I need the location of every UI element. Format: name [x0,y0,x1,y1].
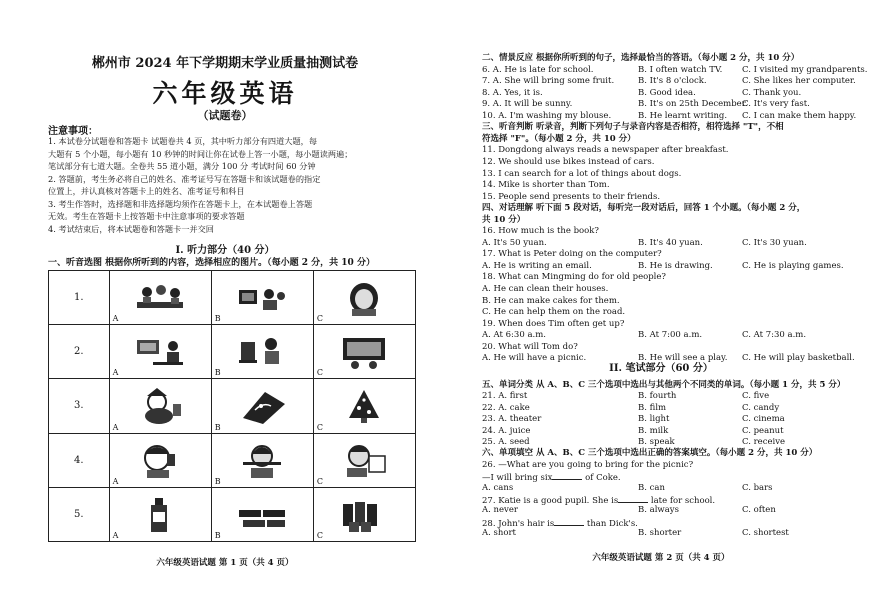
question-number: 3. [49,379,110,433]
option-c[interactable]: C. Thank you. [742,87,802,98]
christmas-tree-icon [337,388,391,424]
line-text: 符选择 "F"。（每小题 2 分，共 10 分） [482,133,636,144]
note-line: 笔试部分有七道大题。全卷共 55 道小题，满分 100 分 考试时间 60 分钟 [48,161,316,171]
question-options [482,528,789,539]
written-section-title: II. 笔试部分（60 分） [609,363,713,374]
question-text [482,284,608,295]
listening-section-title: I. 听力部分（40 分） [175,245,275,256]
bottle-icon [133,496,187,532]
option-a[interactable]: A. At 6:30 a.m. [482,330,546,341]
family-dinner-icon [133,280,187,316]
option-c[interactable]: C. candy [742,402,780,413]
question-text [482,319,624,330]
option-a[interactable]: A. cans [482,482,514,493]
section-instruction [482,134,636,145]
question-options [482,391,770,402]
option-b[interactable]: B. I often watch TV. [638,64,723,75]
option-c[interactable]: C. often [742,505,776,516]
part1-text: 一、听音选图 根据你所听到的内容，选择相应的图片。（每小题 2 分，共 10 分） [48,258,375,268]
question-text [482,169,681,180]
line-text: A. He can clean their houses. [482,284,609,294]
picture-option[interactable] [313,487,415,541]
line-text: 18. What can Mingming do for old people? [482,272,666,283]
desk-person-icon [133,334,187,370]
option-a[interactable]: 25. A. seed [482,437,530,447]
line-text: 27. Katie is a good pupil. She is [482,496,619,506]
option-a[interactable]: A. never [482,505,518,516]
option-letter: B [214,531,221,540]
question-options [482,99,810,110]
picture-row [49,433,416,487]
option-c[interactable]: C. peanut [742,425,784,436]
question-options [482,76,856,87]
option-letter: C [316,422,323,432]
question-options [482,482,773,494]
option-a[interactable]: A. short [482,528,516,539]
option-a[interactable]: 8. A. Yes, it is. [482,87,543,98]
option-letter: B [214,314,221,324]
line-text: 20. What will Tom do? [482,341,578,352]
chair-girl-icon [235,334,289,370]
question-text [482,342,578,353]
picture-option[interactable] [109,433,211,487]
option-b[interactable]: B. He learnt writing. [638,110,728,121]
option-letter: A [112,314,119,324]
picture-option[interactable] [211,433,313,487]
picture-option[interactable] [313,325,415,379]
line-text: C. He can help them on the road. [482,307,626,318]
picture-option[interactable] [211,271,313,325]
option-b[interactable]: B. He is drawing. [638,260,713,271]
page2-footer: 六年级英语试题 第 2 页（共 4 页） [592,553,730,563]
note-line: 位置上，并认真核对答题卡上的姓名、准考证号和科目 [48,186,245,196]
option-c[interactable]: C. receive [742,437,786,447]
question-options [482,64,868,76]
line-text-end: of Coke. [582,473,621,484]
option-c[interactable]: C. It's very fast. [742,99,810,110]
answer-blank[interactable] [552,471,582,480]
option-b[interactable]: B. It's 8 o'clock. [638,76,707,87]
line-text: —I will bring six [482,473,553,484]
line-text: 14. Mike is shorter than Tom. [482,180,610,191]
picture-row [49,325,416,379]
option-a[interactable]: 23. A. theater [482,414,542,425]
section-instruction [482,448,817,459]
picture-option[interactable] [313,379,415,433]
question-options [482,110,857,122]
line-text: 共 10 分） [482,214,526,225]
picture-row [49,271,416,325]
greeting-card-icon [235,388,289,424]
bars-icon [235,496,289,532]
option-a[interactable]: 9. A. It will be sunny. [482,99,573,110]
screen-workers-icon [337,334,391,370]
option-b[interactable]: B. shorter [638,528,682,539]
girl-drawing-icon [337,442,391,478]
question-options [482,425,784,437]
option-letter: B [214,476,221,486]
option-letter: C [316,368,323,378]
option-a[interactable]: A. It's 50 yuan. [482,237,547,248]
note-line: 大题有 5 个小题，每小题有 10 秒钟的时间让你在试卷上答一小题，每小题读两遍； [48,148,353,159]
picture-option[interactable] [313,433,415,487]
option-a[interactable]: A. He will have a picnic. [482,353,587,364]
answer-blank[interactable] [554,517,584,526]
picture-row [49,379,416,433]
line-text: 二、情景反应 根据你所听到的句子，选择最恰当的答语。（每小题 2 分，共 10 分） [482,53,800,63]
option-b[interactable]: B. can [638,482,665,493]
question-number: 5. [49,487,110,541]
line-text: 28. John's hair is [482,518,555,529]
question-text [482,180,610,191]
option-a[interactable]: 6. A. He is late for school. [482,64,594,75]
option-b[interactable]: B. speak [638,437,675,447]
question-options [482,505,776,516]
option-letter: B [214,368,221,378]
sick-boy-icon [133,442,187,478]
option-c[interactable]: C. shortest [742,528,789,539]
line-text: 12. We should use bikes instead of cars. [482,156,655,167]
note-line: 4. 考试结束后，将本试题卷和答题卡一并交回 [48,223,214,234]
question-number: 2. [49,325,110,379]
part1-instruction [48,255,375,268]
picture-option[interactable] [109,271,211,325]
option-b[interactable]: B. milk [638,425,669,436]
section-instruction [482,53,799,64]
line-text-end: than Dick's. [584,518,638,529]
line-text: 11. Dongdong always reads a newspaper after breakfast. [482,145,729,156]
question-options [482,237,807,249]
note-line: 无效。考生在答题卡上按答题卡中注意事项的要求答题 [48,211,245,221]
section-instruction [482,215,525,226]
question-text [482,226,599,237]
option-c[interactable]: C. I can make them happy. [742,110,857,121]
picture-option[interactable] [211,487,313,541]
option-letter: B [214,422,221,432]
option-letter: C [316,476,323,486]
line-text: 五、单词分类 从 A、B、C 三个选项中选出与其他两个不同类的单词。（每小题 1 分，共 5 分） [482,380,846,390]
section-instruction [482,122,784,133]
question-options [482,437,786,448]
exam-title: 六年级英语 [152,79,298,108]
answer-blank[interactable] [618,494,648,503]
question-text [482,145,728,156]
option-a[interactable]: 22. A. cake [482,402,530,413]
section-instruction [482,380,845,391]
picture-option[interactable] [109,487,211,541]
option-letter: C [316,314,323,324]
option-b[interactable]: B. He will see a play. [638,353,728,364]
picture-option[interactable] [211,379,313,433]
option-c[interactable]: C. five [742,391,770,402]
line-text: 15. People send presents to their friends. [482,191,661,202]
option-b[interactable]: B. fourth [638,391,677,402]
picture-option[interactable] [109,325,211,379]
line-text: 17. What is Peter doing on the computer? [482,249,662,260]
option-b[interactable]: B. light [638,414,670,425]
question-options [482,330,807,341]
option-c[interactable]: C. I visited my grandparents. [742,64,868,75]
option-a[interactable]: 21. A. first [482,391,528,402]
question-number: 1. [49,271,110,325]
option-b[interactable]: B. always [638,505,679,516]
option-b[interactable]: B. It's on 25th December. [638,99,748,110]
question-options [482,260,844,272]
picture-option[interactable] [109,379,211,433]
girl-flute-icon [235,442,289,478]
tv-watching-icon [235,280,289,316]
option-c[interactable]: C. cinema [742,414,785,425]
line-text: 26. —What are you going to bring for the picnic? [482,459,694,470]
option-letter: A [112,476,119,486]
option-b[interactable]: B. Good idea. [638,87,696,98]
option-a[interactable]: 24. A. juice [482,425,531,436]
note-line: 2. 答题前，考生务必将自己的姓名、准考证号写在答题卡和该试题卷的指定 [48,173,321,184]
picture-table [48,270,416,542]
note-line: 1. 本试卷分试题卷和答题卡 试题卷共 4 页，其中听力部分有四道大题，每 [48,136,318,146]
line-text: 三、听音判断 听录音，判断下列句子与录音内容是否相符，相符选择 "T"，不相 [482,122,784,133]
line-text: 16. How much is the book? [482,226,599,237]
option-c[interactable]: C. bars [742,482,773,493]
cans-icon [337,496,391,532]
option-a[interactable]: A. He is writing an email. [482,260,592,271]
option-b[interactable]: B. At 7:00 a.m. [638,330,703,341]
section-instruction [482,203,805,214]
option-a[interactable]: 7. A. She will bring some fruit. [482,76,615,87]
girl-portrait-icon [337,280,391,316]
option-b[interactable]: B. It's 40 yuan. [638,237,703,248]
line-text: 六、单项填空 从 A、B、C 三个选项中选出正确的答案填空。（每小题 2 分，共 10 分） [482,448,818,459]
question-options [482,414,785,425]
question-options [482,402,780,414]
picture-row [49,487,416,541]
page-2 [452,0,870,615]
option-letter: A [112,531,119,540]
option-a[interactable]: 10. A. I'm washing my blouse. [482,110,612,121]
question-number: 4. [49,433,110,487]
option-c[interactable]: C. At 7:30 a.m. [742,330,807,341]
paper-type: （试题卷） [197,109,253,122]
question-options [482,87,802,99]
question-text [482,192,660,203]
santa-claus-icon [133,388,187,424]
line-text: 19. When does Tim often get up? [482,318,625,329]
picture-option[interactable] [211,325,313,379]
question-text [482,296,620,307]
option-letter: C [316,531,323,540]
line-text: 13. I can search for a lot of things about dogs. [482,168,682,179]
note-line: 3. 考生作答时，选择题和非选择题均须作在答题卡上，在本试题卷上答题 [48,198,313,209]
question-text [482,460,693,471]
option-b[interactable]: B. film [638,402,667,413]
line-text: 四、对话理解 听下面 5 段对话，每听完一段对话后，回答 1 个小题。（每小题 2 分， [482,203,806,214]
question-text [482,272,666,283]
option-c[interactable]: C. He is playing games. [742,260,844,271]
picture-option[interactable] [313,271,415,325]
option-letter: A [112,422,119,432]
question-text [482,157,654,168]
line-text: B. He can make cakes for them. [482,295,620,306]
notes-header: 注意事项： [48,126,98,137]
option-c[interactable]: C. It's 30 yuan. [742,237,807,248]
question-text [482,249,662,260]
page1-footer: 六年级英语试题 第 1 页（共 4 页） [156,558,294,568]
question-text [482,307,625,318]
option-c[interactable]: C. She likes her computer. [742,76,856,87]
exam-subtitle: 郴州市 2024 年下学期期末学业质量抽测试卷 [91,56,359,71]
option-letter: A [112,368,119,378]
line-text-end: late for school. [648,496,716,506]
option-c[interactable]: C. He will play basketball. [742,353,855,364]
